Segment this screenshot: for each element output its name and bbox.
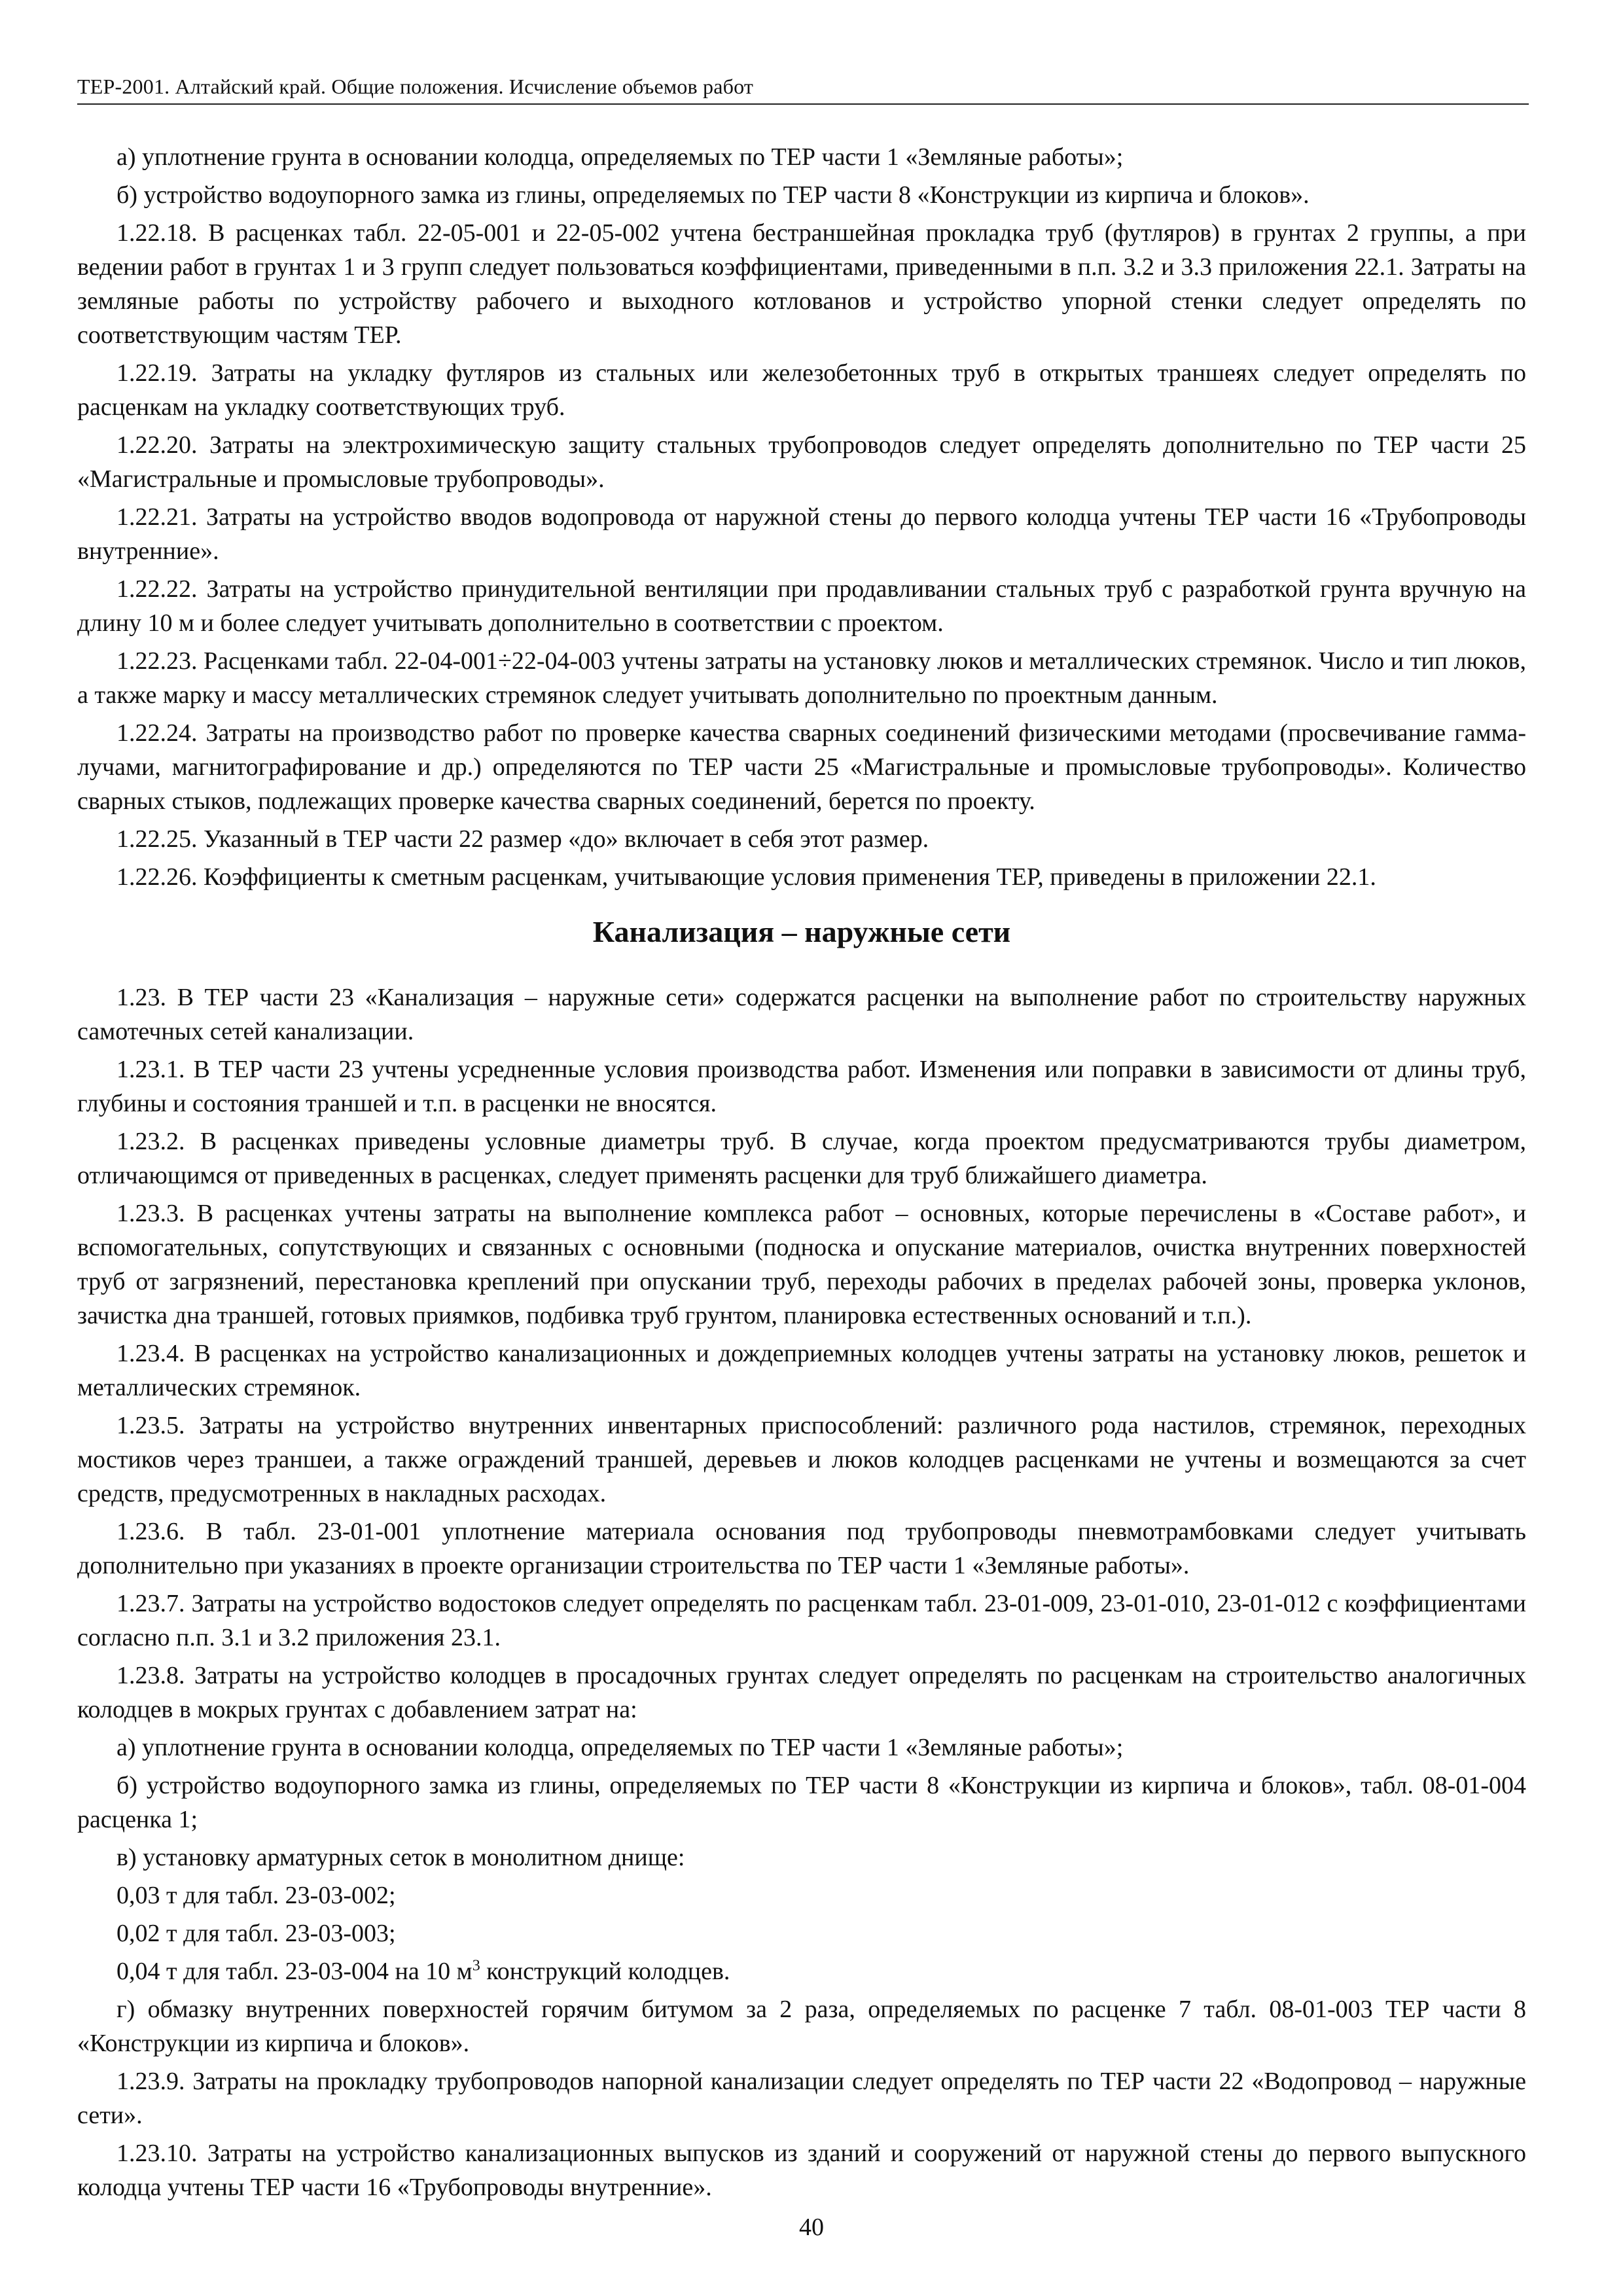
unit-line-text: конструкций колодцев. bbox=[480, 1958, 730, 1985]
paragraph: 1.22.24. Затраты на производство работ по проверке качества сварных соединений физическими методами (просвечивание гамма-лучами, магнитографирование и др.) определяются по ТЕР части 25 «Магистральные и промысловые трубопроводы». Количество сварных стыков, подлежащих проверке качества сварных соединений, берется по проекту. bbox=[77, 719, 1526, 815]
paragraph: 1.22.25. Указанный в ТЕР части 22 размер «до» включает в себя этот размер. bbox=[116, 825, 929, 853]
paragraph: 1.23.3. В расценках учтены затраты на выполнение комплекса работ – основных, которые перечислены в «Составе работ», и вспомогательных, сопутствующих и связанных с основными (подноска и опускание материалов, очистка внутренних поверхностей труб от загрязнений, перестановка креплений при опускании труб, переходы рабочих в пределах рабочей зоны, проверка уклонов, зачистка дна траншей, готовых приямков, подбивка труб грунтом, планировка естественных оснований и т.п.). bbox=[77, 1200, 1526, 1329]
paragraph: 1.23.5. Затраты на устройство внутренних инвентарных приспособлений: различного рода настилов, стремянок, переходных мостиков через траншеи, а также ограждений траншей, деревьев и люков колодцев расценками не учтены и возмещаются за счет средств, предусмотренных в накладных расходах. bbox=[77, 1412, 1526, 1507]
paragraph: 1.23.4. В расценках на устройство канализационных и дождеприемных колодцев учтены затраты на установку люков, решеток и металлических стремянок. bbox=[77, 1340, 1526, 1401]
paragraph: 1.22.18. В расценках табл. 22-05-001 и 22-05-002 учтена бестраншейная прокладка труб (футляров) в грунтах 2 группы, а при ведении работ в грунтах 1 и 3 групп следует пользоваться коэффициентами, приведенными в п.п. 3.2 и 3.3 приложения 22.1. Затраты на земляные работы по устройству рабочего и выходного котлованов и устройство упорной стенки следует определять по соответствующим частям ТЕР. bbox=[77, 219, 1526, 349]
paragraph: а) уплотнение грунта в основании колодца, определяемых по ТЕР части 1 «Земляные работы»; bbox=[116, 143, 1124, 171]
paragraph-with-superscript bbox=[77, 1954, 1526, 1988]
body-section-top bbox=[77, 140, 1526, 898]
unit-line-text: 0,04 т для табл. 23-03-004 на 10 м bbox=[116, 1958, 473, 1985]
superscript: 3 bbox=[472, 1957, 480, 1975]
paragraph: 1.23.2. В расценках приведены условные диаметры труб. В случае, когда проектом предусматриваются трубы диаметром, отличающимся от приведенных в расценках, следует применять расценки для труб ближайшего диаметра. bbox=[77, 1128, 1526, 1189]
paragraph: 1.23.7. Затраты на устройство водостоков следует определять по расценкам табл. 23-01-009, 23-01-010, 23-01-012 с коэффициентами согласно п.п. 3.1 и 3.2 приложения 23.1. bbox=[77, 1590, 1526, 1651]
paragraph: 0,03 т для табл. 23-03-002; bbox=[116, 1882, 396, 1909]
paragraph: 1.23.10. Затраты на устройство канализационных выпусков из зданий и сооружений от наружной стены до первого выпускного колодца учтены ТЕР части 16 «Трубопроводы внутренние». bbox=[77, 2140, 1526, 2201]
paragraph: 1.22.22. Затраты на устройство принудительной вентиляции при продавливании стальных труб с разработкой грунта вручную на длину 10 м и более следует учитывать дополнительно в соответствии с проектом. bbox=[77, 575, 1526, 637]
paragraph: 1.23.8. Затраты на устройство колодцев в просадочных грунтах следует определять по расценкам на строительство аналогичных колодцев в мокрых грунтах с добавлением затрат на: bbox=[77, 1662, 1526, 1723]
paragraph: б) устройство водоупорного замка из глины, определяемых по ТЕР части 8 «Конструкции из кирпича и блоков». bbox=[116, 181, 1310, 209]
paragraph: 1.22.20. Затраты на электрохимическую защиту стальных трубопроводов следует определять дополнительно по ТЕР части 25 «Магистральные и промысловые трубопроводы». bbox=[77, 431, 1526, 493]
paragraph: 1.23. В ТЕР части 23 «Канализация – наружные сети» содержатся расценки на выполнение работ по строительству наружных самотечных сетей канализации. bbox=[77, 984, 1526, 1045]
paragraph: 1.22.21. Затраты на устройство вводов водопровода от наружной стены до первого колодца учтены ТЕР части 16 «Трубопроводы внутренние». bbox=[77, 503, 1526, 565]
body-section-sewer bbox=[77, 980, 1526, 2208]
paragraph: б) устройство водоупорного замка из глины, определяемых по ТЕР части 8 «Конструкции из кирпича и блоков», табл. 08-01-004 расценка 1; bbox=[77, 1772, 1526, 1833]
paragraph: 0,02 т для табл. 23-03-003; bbox=[116, 1920, 396, 1947]
page-number: 40 bbox=[799, 2214, 824, 2241]
paragraph: а) уплотнение грунта в основании колодца, определяемых по ТЕР части 1 «Земляные работы»; bbox=[116, 1734, 1124, 1761]
paragraph: в) установку арматурных сеток в монолитном днище: bbox=[116, 1844, 685, 1871]
paragraph: 1.22.26. Коэффициенты к сметным расценкам, учитывающие условия применения ТЕР, приведены в приложении 22.1. bbox=[116, 863, 1376, 891]
paragraph: 1.23.6. В табл. 23-01-001 уплотнение материала основания под трубопроводы пневмотрамбовками следует учитывать дополнительно при указаниях в проекте организации строительства по ТЕР части 1 «Земляные работы». bbox=[77, 1518, 1526, 1579]
paragraph: 1.22.23. Расценками табл. 22-04-001÷22-04-003 учтены затраты на установку люков и металлических стремянок. Число и тип люков, а также марку и массу металлических стремянок следует учитывать дополнительно по проектным данным. bbox=[77, 647, 1526, 709]
running-header: ТЕР-2001. Алтайский край. Общие положения. Исчисление объемов работ bbox=[77, 71, 1529, 105]
paragraph: 1.23.9. Затраты на прокладку трубопроводов напорной канализации следует определять по ТЕР части 22 «Водопровод – наружные сети». bbox=[77, 2068, 1526, 2129]
paragraph: 1.22.19. Затраты на укладку футляров из стальных или железобетонных труб в открытых траншеях следует определять по расценкам на укладку соответствующих труб. bbox=[77, 359, 1526, 421]
section-heading: Канализация – наружные сети bbox=[592, 915, 1011, 948]
paragraph: г) обмазку внутренних поверхностей горячим битумом за 2 раза, определяемых по расценке 7 табл. 08-01-003 ТЕР части 8 «Конструкции из кирпича и блоков». bbox=[77, 1996, 1526, 2057]
paragraph: 1.23.1. В ТЕР части 23 учтены усредненные условия производства работ. Изменения или поправки в зависимости от длины труб, глубины и состояния траншей и т.п. в расценки не вносятся. bbox=[77, 1056, 1526, 1117]
